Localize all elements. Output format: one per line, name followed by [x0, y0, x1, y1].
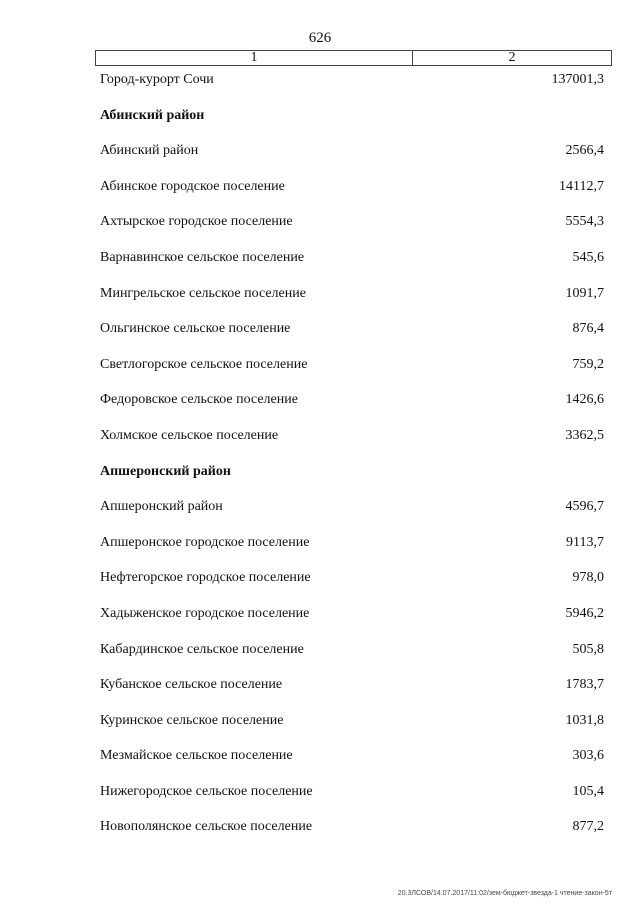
table-row: [100, 713, 604, 749]
row-value: 4596,7: [565, 499, 604, 515]
table-row: [100, 535, 604, 571]
row-value: 545,6: [572, 249, 604, 265]
row-value: 2566,4: [565, 143, 604, 159]
row-value: 5554,3: [565, 214, 604, 230]
row-name: Варнавинское сельское поселение: [100, 249, 305, 265]
row-name: Светлогорское сельское поселение: [100, 356, 308, 372]
row-name: Ахтырское городское поселение: [100, 214, 293, 230]
row-name: Апшеронский район: [100, 499, 223, 515]
row-value: 877,2: [572, 819, 604, 835]
row-value: 978,0: [572, 570, 604, 586]
table-row: [100, 748, 604, 784]
row-name: Апшеронское городское поселение: [100, 534, 310, 550]
table-row: [100, 321, 604, 357]
row-value: 5946,2: [565, 605, 604, 621]
table-row: [100, 677, 604, 713]
table-body: [100, 72, 604, 855]
row-name: Ольгинское сельское поселение: [100, 321, 291, 337]
row-name: Абинский район: [100, 143, 199, 159]
row-name: Абинский район: [100, 107, 205, 123]
row-name: Кабардинское сельское поселение: [100, 641, 304, 657]
column-header-2: 2: [508, 50, 516, 65]
table-row: [100, 179, 604, 215]
table-row: [100, 143, 604, 179]
row-name: Абинское городское поселение: [100, 178, 285, 194]
table-row: [100, 357, 604, 393]
table-row: [100, 286, 604, 322]
row-name: Нефтегорское городское поселение: [100, 570, 311, 586]
row-name: Холмское сельское поселение: [100, 427, 279, 443]
row-value: 3362,5: [565, 427, 604, 443]
row-value: 9113,7: [566, 534, 604, 550]
row-value: 137001,3: [551, 72, 604, 87]
table-row: [100, 570, 604, 606]
table-row: [100, 642, 604, 678]
table-row: [100, 392, 604, 428]
column-header-1: 1: [96, 51, 413, 65]
row-name: Апшеронский район: [100, 463, 231, 479]
row-name: Куринское сельское поселение: [100, 712, 284, 728]
table-row: [100, 819, 604, 855]
row-name: Мезмайское сельское поселение: [100, 748, 293, 764]
page-number: 626: [308, 30, 332, 46]
row-value: 1091,7: [565, 285, 604, 301]
table-header: [95, 50, 612, 66]
section-heading: [100, 464, 604, 500]
row-value: 1783,7: [565, 677, 604, 693]
row-name: Федоровское сельское поселение: [100, 392, 298, 408]
row-name: Новополянское сельское поселение: [100, 819, 313, 835]
table-row: [100, 72, 604, 108]
table-row: [100, 428, 604, 464]
row-value: 759,2: [572, 356, 604, 372]
table-row: [100, 499, 604, 535]
row-value: 876,4: [572, 321, 604, 337]
row-value: 505,8: [572, 641, 604, 657]
row-value: 1426,6: [565, 392, 604, 408]
row-value: 1031,8: [565, 712, 604, 728]
section-heading: [100, 108, 604, 144]
footer-note: 20.3ЛСОВ/14.07.2017/11:02/зем-бюджет-звезда-1 чтение-закон-5т: [397, 890, 612, 897]
table-row: [100, 606, 604, 642]
row-name: Кубанское сельское поселение: [100, 677, 283, 693]
table-row: [100, 784, 604, 820]
table-row: [100, 250, 604, 286]
row-name: Город-курорт Сочи: [100, 72, 214, 87]
row-value: 14112,7: [559, 178, 604, 194]
row-name: Мингрельское сельское поселение: [100, 285, 306, 301]
row-name: Хадыженское городское поселение: [100, 605, 310, 621]
row-value: 105,4: [572, 783, 604, 799]
row-name: Нижегородское сельское поселение: [100, 783, 313, 799]
row-value: 303,6: [572, 748, 604, 764]
table-row: [100, 214, 604, 250]
